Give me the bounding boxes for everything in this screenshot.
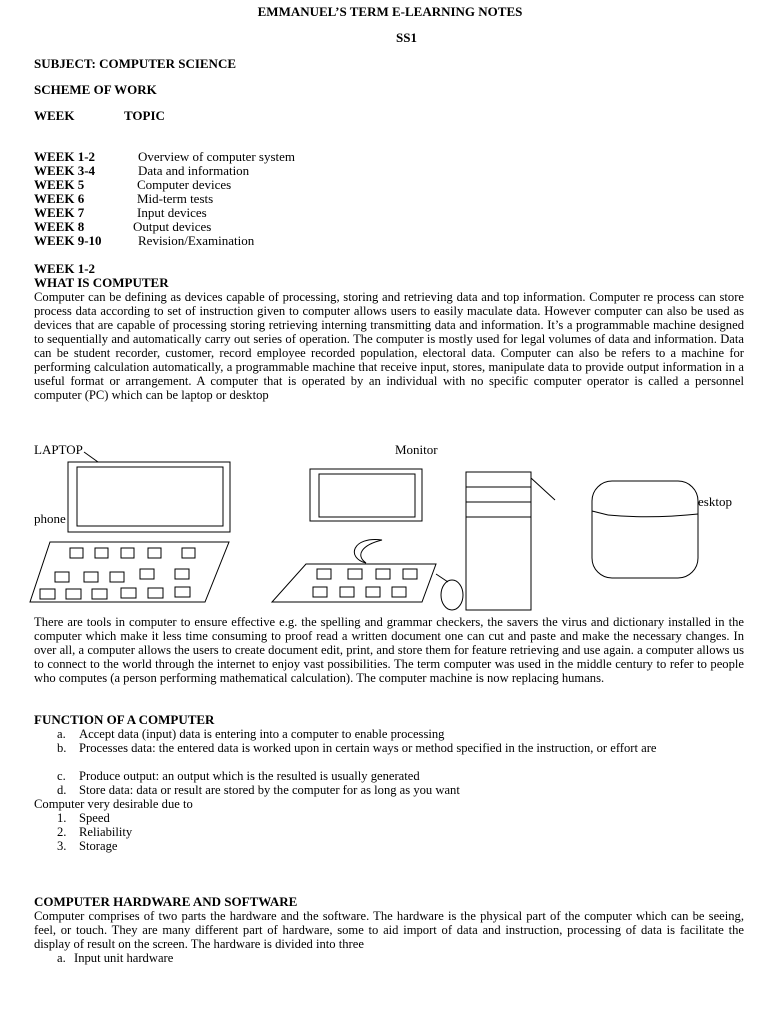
list-item-text: Reliability bbox=[79, 825, 133, 839]
list-item-text: Produce output: an output which is the resulted is usually generated bbox=[79, 769, 420, 783]
list-item-text: Storage bbox=[79, 839, 118, 853]
list-marker: 3. bbox=[57, 839, 67, 853]
mouse bbox=[441, 580, 463, 610]
document-title: EMMANUEL’S TERM E-LEARNING NOTES bbox=[257, 4, 523, 19]
mouse-cable bbox=[436, 574, 448, 582]
scheme-topic: Overview of computer system bbox=[138, 149, 296, 164]
scheme-topic: Data and information bbox=[138, 163, 250, 178]
list-marker: 1. bbox=[57, 811, 67, 825]
laptop-screen-inner bbox=[77, 467, 223, 526]
monitor-stand bbox=[354, 540, 382, 563]
intro-paragraph: Computer can be defining as devices capable of processing, storing and retrieving data and top information. Computer re process can store process data according to set of instruction given to computer allows users to easily maculate data. However computer can also be used as devices that are capable of processing storing retrieving interning transmitting data and information. It’s a programmable machine designed to sequentially and automatically carry out series of operation. The computer is mostly used for legal volumes of data and information. Data can be student recorder, customer, record employee recorded population, electoral data. Computer can also be refers to a machine for performing calculation automatically, a programmable machine that receive input, stores, manipulate data to provide output information in a useful format or arrangement. A computer that is operated by an individual with no specific computer operator is called a personnel computer (PC) which can be laptop or desktop bbox=[34, 290, 744, 402]
list-item-text: Store data: data or result are stored by the computer for as long as you want bbox=[79, 783, 460, 797]
list-marker: b. bbox=[57, 741, 67, 755]
desktop-label: esktop bbox=[698, 494, 732, 509]
scheme-topic: Input devices bbox=[137, 205, 207, 220]
system-unit bbox=[466, 472, 531, 610]
list-item bbox=[57, 951, 174, 965]
rounded-device-curve-left bbox=[592, 511, 608, 515]
list-item-text: Processes data: the entered data is worked upon in certain ways or method specified in the instruction, or effort are bbox=[79, 741, 657, 755]
list-marker: 2. bbox=[57, 825, 67, 839]
scheme-heading: SCHEME OF WORK bbox=[34, 82, 157, 97]
functions-heading: FUNCTION OF A COMPUTER bbox=[34, 712, 215, 727]
monitor-inner bbox=[319, 474, 415, 517]
scheme-topic: Computer devices bbox=[137, 177, 232, 192]
list-item bbox=[57, 839, 118, 853]
list-item bbox=[57, 811, 110, 825]
laptop-screen-outer bbox=[68, 462, 230, 532]
list-marker: c. bbox=[57, 769, 66, 783]
monitor-outer bbox=[310, 469, 422, 521]
list-marker: d. bbox=[57, 783, 67, 797]
scheme-week: WEEK 9-10 bbox=[34, 233, 102, 248]
list-item bbox=[57, 741, 745, 755]
hardware-heading: COMPUTER HARDWARE AND SOFTWARE bbox=[34, 894, 298, 909]
week-column-header: WEEK bbox=[34, 108, 75, 123]
laptop-keys bbox=[40, 548, 195, 599]
desktop-keys bbox=[313, 569, 417, 597]
list-marker: a. bbox=[57, 727, 66, 741]
phone-label: phone bbox=[34, 511, 66, 526]
scheme-week: WEEK 3-4 bbox=[34, 163, 96, 178]
scheme-topic: Revision/Examination bbox=[138, 233, 255, 248]
section-heading: WHAT IS COMPUTER bbox=[34, 275, 169, 290]
laptop-label: LAPTOP bbox=[34, 442, 83, 457]
scheme-week: WEEK 1-2 bbox=[34, 149, 96, 164]
scheme-topic: Output devices bbox=[133, 219, 212, 234]
list-item-text: Accept data (input) data is entering into a computer to enable processing bbox=[79, 727, 445, 741]
topic-column-header: TOPIC bbox=[124, 108, 165, 123]
class-level: SS1 bbox=[396, 30, 417, 45]
scheme-week: WEEK 5 bbox=[34, 177, 85, 192]
system-unit-pointer-line bbox=[531, 478, 555, 500]
scheme-topic: Mid-term tests bbox=[137, 191, 214, 206]
scheme-week: WEEK 6 bbox=[34, 191, 85, 206]
laptop-pointer-line bbox=[84, 452, 98, 462]
subject-line: SUBJECT: COMPUTER SCIENCE bbox=[34, 56, 237, 71]
rounded-device-curve bbox=[608, 514, 698, 517]
list-item-text: Input unit hardware bbox=[74, 951, 174, 965]
list-item-text: Speed bbox=[79, 811, 110, 825]
rounded-device-outline bbox=[592, 481, 698, 578]
desirable-intro: Computer very desirable due to bbox=[34, 797, 193, 811]
tools-paragraph: There are tools in computer to ensure effective e.g. the spelling and grammar checkers, the savers the virus and dictionary installed in the computer which make it less time consuming to proof read a written document one can cut and paste and make the necessary changes. In over all, a computer allows the users to create document edit, print, and store them for feature retrieving and use again. a computer allows us to connect to the world through the internet to enjoy vast possibilities. The term computer was used in the middle century to refer to people who computes (a person performing mathematical calculation). The computer machine is now replacing humans. bbox=[34, 615, 744, 685]
list-item bbox=[57, 769, 745, 783]
list-item bbox=[57, 825, 133, 839]
list-marker: a. bbox=[57, 951, 66, 965]
hardware-paragraph: Computer comprises of two parts the hardware and the software. The hardware is the physical part of the computer which can be seeing, feel, or touch. They are many different part of hardware, some to aid import of data and instruction, processing of data is facilitate the display of result on the screen. The hardware is divided into three bbox=[34, 909, 744, 951]
monitor-label: Monitor bbox=[395, 442, 438, 457]
list-item bbox=[57, 727, 745, 741]
section-week-label: WEEK 1-2 bbox=[34, 261, 96, 276]
scheme-week: WEEK 7 bbox=[34, 205, 85, 220]
list-item bbox=[57, 783, 745, 797]
scheme-week: WEEK 8 bbox=[34, 219, 85, 234]
